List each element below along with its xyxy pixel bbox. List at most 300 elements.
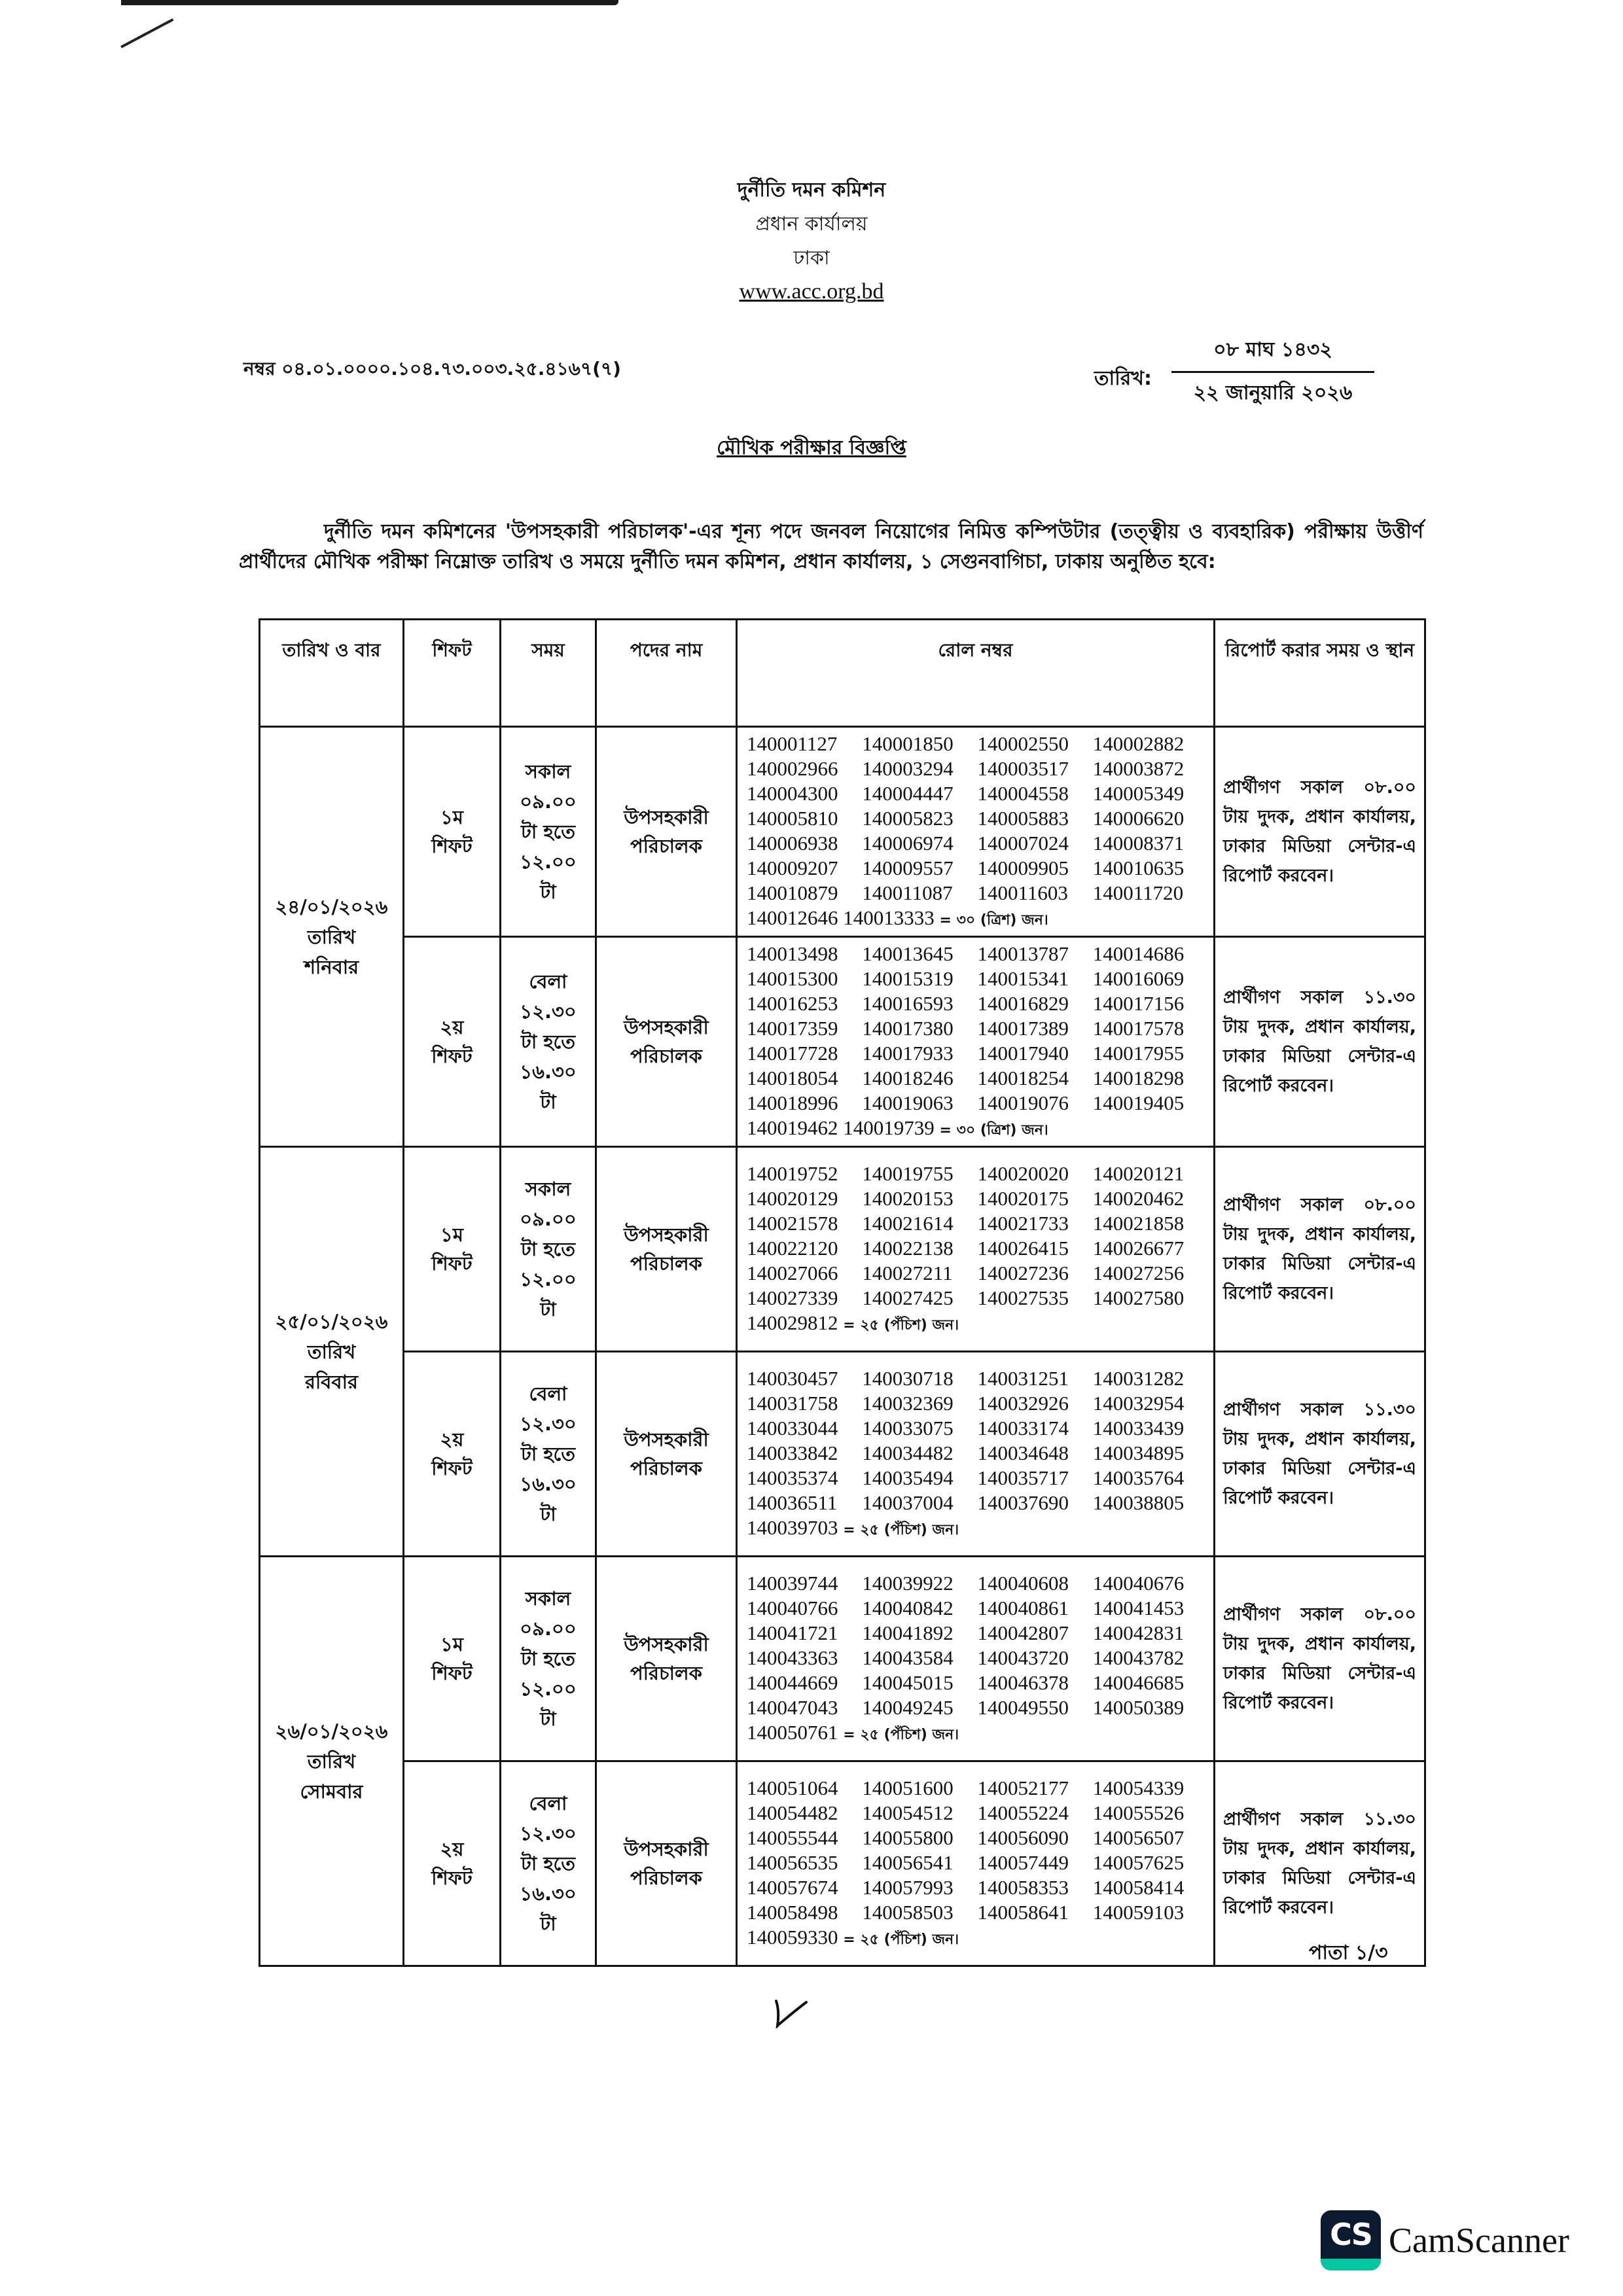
roll-number: 140020153 xyxy=(862,1187,954,1210)
time-line: ০৯.০০ xyxy=(520,1617,577,1640)
time-line: টা xyxy=(540,1298,556,1320)
exam-date: ২৫/০১/২০২৬ xyxy=(275,1310,388,1333)
post-name-line: উপসহকারী xyxy=(624,1224,709,1246)
post-name-line: উপসহকারী xyxy=(624,1016,709,1038)
report-instruction-cell: প্রার্থীগণ সকাল ১১.৩০ টায় দুদক, প্রধান কার্যালয়, ঢাকার মিডিয়া সেন্টার-এ রিপোর্ট করবেন। xyxy=(1215,1761,1425,1966)
date-label: তারিখ: xyxy=(1094,367,1152,390)
roll-grid xyxy=(747,1571,1208,1720)
weekday: সোমবার xyxy=(300,1780,363,1803)
exam-date: ২৪/০১/২০২৬ xyxy=(275,895,388,918)
roll-number: 140056090 xyxy=(977,1826,1069,1849)
notice-subject xyxy=(0,432,1623,465)
candidate-count: = ২৫ (পঁচিশ) জন। xyxy=(843,1522,959,1538)
roll-number: 140054339 xyxy=(1092,1776,1185,1799)
post-name-line: পরিচালক xyxy=(630,835,702,857)
roll-number: 140027256 xyxy=(1092,1262,1185,1284)
roll-number: 140011087 xyxy=(862,881,953,904)
roll-number: 140002882 xyxy=(1092,732,1185,755)
table-header-row xyxy=(260,620,1425,727)
roll-number: 140013645 xyxy=(862,942,954,965)
roll-number: 140014686 xyxy=(1092,942,1185,965)
roll-number: 140043720 xyxy=(977,1646,1069,1669)
roll-grid xyxy=(747,1366,1208,1515)
org-name: দুর্নীতি দমন কমিশন xyxy=(737,179,886,202)
roll-number: 140059103 xyxy=(1092,1901,1185,1924)
roll-number: 140026415 xyxy=(977,1237,1069,1260)
roll-number: 140042831 xyxy=(1092,1621,1185,1644)
roll-grid xyxy=(747,732,1208,906)
time-line: ১২.০০ xyxy=(520,851,577,873)
time-line: বেলা xyxy=(529,1383,567,1405)
pen-stroke-mark xyxy=(120,18,173,48)
roll-number: 140011603 xyxy=(977,881,1068,904)
shift-label: ২য় xyxy=(440,1016,464,1038)
time-line: টা xyxy=(540,1913,556,1935)
shift-cell xyxy=(404,1147,501,1352)
time-cell xyxy=(501,1761,596,1966)
date-weekday-cell xyxy=(260,727,404,1147)
roll-number: 140030718 xyxy=(862,1367,954,1390)
post-name-line: পরিচালক xyxy=(630,1662,702,1684)
roll-number: 140017389 xyxy=(977,1017,1069,1040)
roll-grid xyxy=(747,1161,1208,1311)
roll-number: 140055800 xyxy=(862,1826,954,1849)
post-name-line: পরিচালক xyxy=(630,1867,702,1889)
roll-number: 140045015 xyxy=(862,1671,954,1694)
roll-number: 140005883 xyxy=(977,807,1069,830)
roll-number: 140040676 xyxy=(1092,1572,1185,1595)
roll-number: 140037004 xyxy=(862,1491,954,1514)
candidate-count: = ২৫ (পঁচিশ) জন। xyxy=(843,1932,959,1948)
roll-number: 140040766 xyxy=(747,1597,838,1619)
shift-label: শিফট xyxy=(431,1045,473,1067)
date-suffix: তারিখ xyxy=(307,1340,356,1363)
date-gregorian: ২২ জানুয়ারি ২০২৬ xyxy=(1193,381,1353,404)
roll-number: 140046685 xyxy=(1092,1671,1185,1694)
roll-number: 140018298 xyxy=(1092,1067,1185,1089)
time-line: সকাল xyxy=(525,1587,571,1610)
roll-number: 140058353 xyxy=(977,1876,1069,1899)
roll-number: 140017156 xyxy=(1092,992,1185,1015)
roll-number: 140031251 xyxy=(977,1367,1069,1390)
time-cell xyxy=(501,937,596,1147)
roll-number: 140020121 xyxy=(1092,1162,1185,1185)
roll-number: 140022138 xyxy=(862,1237,954,1260)
time-line: বেলা xyxy=(529,1792,567,1814)
time-cell xyxy=(501,727,596,937)
time-cell xyxy=(501,1147,596,1352)
roll-numbers-cell xyxy=(737,1557,1215,1761)
roll-number: 140041453 xyxy=(1092,1597,1185,1619)
time-line: টা হতে xyxy=(521,1648,575,1670)
roll-number: 140044669 xyxy=(747,1671,838,1694)
roll-number: 140021614 xyxy=(862,1212,954,1235)
roll-number: 140015341 xyxy=(977,967,1069,990)
roll-number: 140020129 xyxy=(747,1187,838,1210)
roll-number: 140027535 xyxy=(977,1286,1069,1309)
roll-number: 140034648 xyxy=(977,1441,1069,1464)
roll-number: 140006938 xyxy=(747,832,838,855)
shift-label: শিফট xyxy=(431,1867,473,1889)
roll-number: 140027211 xyxy=(862,1262,953,1284)
table-row xyxy=(260,1761,1425,1966)
roll-last-line xyxy=(747,1311,1208,1338)
table-body xyxy=(260,727,1425,1966)
time-line: টা হতে xyxy=(521,1443,575,1465)
time-line: ১৬.৩০ xyxy=(520,1882,577,1905)
time-line: ১২.৩০ xyxy=(520,1822,577,1845)
time-line: ১৬.৩০ xyxy=(520,1473,577,1495)
report-instruction-cell: প্রার্থীগণ সকাল ০৮.০০ টায় দুদক, প্রধান কার্যালয়, ঢাকার মিডিয়া সেন্টার-এ রিপোর্ট করবেন। xyxy=(1215,727,1425,937)
time-line: ১২.০০ xyxy=(520,1268,577,1290)
roll-number: 140054482 xyxy=(747,1801,838,1824)
post-name-line: উপসহকারী xyxy=(624,1838,709,1860)
roll-number: 140015300 xyxy=(747,967,838,990)
roll-number: 140032954 xyxy=(1092,1392,1185,1415)
roll-number: 140050389 xyxy=(1092,1696,1185,1719)
roll-number: 140019752 xyxy=(747,1162,838,1185)
viva-schedule-table xyxy=(259,618,1426,1967)
roll-number: 140050761 xyxy=(747,1721,838,1744)
roll-number: 140003517 xyxy=(977,757,1069,780)
header-report: রিপোর্ট করার সময় ও স্থান xyxy=(1215,620,1425,727)
date-weekday-cell xyxy=(260,1557,404,1966)
post-name-cell xyxy=(596,937,737,1147)
roll-number: 140035494 xyxy=(862,1466,954,1489)
roll-number: 140027066 xyxy=(747,1262,838,1284)
roll-number: 140022120 xyxy=(747,1237,838,1260)
roll-number: 140020462 xyxy=(1092,1187,1185,1210)
time-line: টা xyxy=(540,1091,556,1113)
roll-last-line xyxy=(747,1515,1208,1543)
time-cell xyxy=(501,1557,596,1761)
scan-edge-mark xyxy=(121,0,618,5)
roll-number: 140038805 xyxy=(1092,1491,1185,1514)
roll-number: 140034895 xyxy=(1092,1441,1185,1464)
roll-number: 140017578 xyxy=(1092,1017,1185,1040)
roll-number: 140016069 xyxy=(1092,967,1185,990)
post-name-cell xyxy=(596,1352,737,1557)
shift-label: শিফট xyxy=(431,1457,473,1479)
roll-number: 140019462 xyxy=(747,1116,838,1139)
header-time: সময় xyxy=(501,620,596,727)
shift-cell xyxy=(404,1352,501,1557)
roll-number: 140017940 xyxy=(977,1042,1069,1065)
time-line: টা xyxy=(540,1708,556,1730)
roll-number: 140021733 xyxy=(977,1212,1069,1235)
time-line: টা হতে xyxy=(521,821,575,843)
roll-number: 140058641 xyxy=(977,1901,1069,1924)
shift-label: ১ম xyxy=(440,806,463,828)
table-row xyxy=(260,937,1425,1147)
shift-label: ২য় xyxy=(440,1428,464,1451)
header-date: তারিখ ও বার xyxy=(260,620,404,727)
time-line: টা xyxy=(540,881,556,903)
report-instruction-cell: প্রার্থীগণ সকাল ০৮.০০ টায় দুদক, প্রধান কার্যালয়, ঢাকার মিডিয়া সেন্টার-এ রিপোর্ট করবেন। xyxy=(1215,1147,1425,1352)
roll-number: 140026677 xyxy=(1092,1237,1185,1260)
time-line: টা হতে xyxy=(521,1852,575,1875)
table-row xyxy=(260,727,1425,937)
post-name-line: উপসহকারী xyxy=(624,1428,709,1451)
roll-number: 140039744 xyxy=(747,1572,838,1595)
post-name-line: পরিচালক xyxy=(630,1252,702,1275)
date-weekday-cell xyxy=(260,1147,404,1557)
time-line: ১৬.৩০ xyxy=(520,1061,577,1083)
roll-number: 140058503 xyxy=(862,1901,954,1924)
header-post: পদের নাম xyxy=(596,620,737,727)
roll-number: 140057993 xyxy=(862,1876,954,1899)
roll-number: 140003872 xyxy=(1092,757,1185,780)
roll-number: 140006974 xyxy=(862,832,954,855)
roll-number: 140040608 xyxy=(977,1572,1069,1595)
roll-number: 140029812 xyxy=(747,1311,838,1334)
roll-number: 140002550 xyxy=(977,732,1069,755)
roll-number: 140005349 xyxy=(1092,782,1185,805)
report-instruction-cell: প্রার্থীগণ সকাল ১১.৩০ টায় দুদক, প্রধান কার্যালয়, ঢাকার মিডিয়া সেন্টার-এ রিপোর্ট করবেন। xyxy=(1215,1352,1425,1557)
post-name-cell xyxy=(596,1761,737,1966)
roll-number: 140016593 xyxy=(862,992,954,1015)
page-number: পাতা ১/৩ xyxy=(1309,1941,1388,1964)
memo-date xyxy=(1094,334,1374,410)
roll-number: 140039703 xyxy=(747,1516,838,1539)
roll-number: 140001127 xyxy=(747,732,838,755)
roll-number: 140034482 xyxy=(862,1441,954,1464)
roll-number: 140033044 xyxy=(747,1417,838,1439)
post-name-cell xyxy=(596,1557,737,1761)
roll-number: 140020175 xyxy=(977,1187,1069,1210)
roll-number: 140018054 xyxy=(747,1067,838,1089)
roll-number: 140005810 xyxy=(747,807,838,830)
roll-number: 140001850 xyxy=(862,732,954,755)
time-line: বেলা xyxy=(529,970,567,993)
roll-number: 140018246 xyxy=(862,1067,954,1089)
roll-number: 140011720 xyxy=(1092,881,1184,904)
subject-title: মৌখিক পরীক্ষার বিজ্ঞপ্তি xyxy=(717,436,906,459)
roll-number: 140032926 xyxy=(977,1392,1069,1415)
roll-number: 140032369 xyxy=(862,1392,954,1415)
roll-number: 140049245 xyxy=(862,1696,954,1719)
website-link[interactable]: www.acc.org.bd xyxy=(739,279,884,304)
roll-number: 140012646 xyxy=(747,906,838,929)
post-name-line: পরিচালক xyxy=(630,1457,702,1479)
roll-number: 140033842 xyxy=(747,1441,838,1464)
roll-number: 140010879 xyxy=(747,881,838,904)
roll-number: 140031282 xyxy=(1092,1367,1185,1390)
roll-number: 140019063 xyxy=(862,1091,954,1114)
roll-number: 140004558 xyxy=(977,782,1069,805)
roll-number: 140057449 xyxy=(977,1851,1069,1874)
roll-number: 140056535 xyxy=(747,1851,838,1874)
roll-number: 140021578 xyxy=(747,1212,838,1235)
roll-number: 140033075 xyxy=(862,1417,954,1439)
roll-grid xyxy=(747,942,1208,1116)
time-line: ১২.৩০ xyxy=(520,1413,577,1435)
roll-numbers-cell xyxy=(737,727,1215,937)
time-line: সকাল xyxy=(525,1178,571,1200)
initial-signature xyxy=(772,1996,812,2028)
weekday: শনিবার xyxy=(304,955,359,978)
time-line: টা xyxy=(540,1503,556,1525)
roll-number: 140051064 xyxy=(747,1776,838,1799)
date-bangla: ০৮ মাঘ ১৪৩২ xyxy=(1171,334,1374,373)
roll-number: 140017359 xyxy=(747,1017,838,1040)
roll-number: 140054512 xyxy=(862,1801,954,1824)
intro-paragraph: দুর্নীতি দমন কমিশনের 'উপসহকারী পরিচালক'-এর শূন্য পদে জনবল নিয়োগের নিমিত্ত কম্পিউটার (তত্ত্বীয় ও ব্যবহারিক) পরীক্ষায় উত্তীর্ণ প্রার্থীদের মৌখিক পরীক্ষা নিম্নোক্ত তারিখ ও সময়ে দুর্নীতি দমন কমিশন, প্রধান কার্যালয়, ১ সেগুনবাগিচা, ঢাকায় অনুষ্ঠিত হবে: xyxy=(239,520,1423,573)
candidate-count: = ২৫ (পঁচিশ) জন। xyxy=(843,1317,959,1333)
roll-number: 140019755 xyxy=(862,1162,954,1185)
table-row xyxy=(260,1147,1425,1352)
roll-number: 140027580 xyxy=(1092,1286,1185,1309)
shift-cell xyxy=(404,1761,501,1966)
date-suffix: তারিখ xyxy=(307,925,356,948)
time-cell xyxy=(501,1352,596,1557)
roll-last-line xyxy=(747,1720,1208,1748)
shift-cell xyxy=(404,727,501,937)
candidate-count: = ৩০ (ত্রিশ) জন। xyxy=(939,1122,1048,1139)
roll-numbers-cell xyxy=(737,1352,1215,1557)
roll-number: 140027425 xyxy=(862,1286,954,1309)
post-name-line: উপসহকারী xyxy=(624,1633,709,1655)
roll-number: 140007024 xyxy=(977,832,1069,855)
roll-number: 140043782 xyxy=(1092,1646,1185,1669)
roll-number: 140035717 xyxy=(977,1466,1069,1489)
roll-numbers-cell xyxy=(737,937,1215,1147)
roll-number: 140058414 xyxy=(1092,1876,1185,1899)
time-line: ০৯.০০ xyxy=(520,790,577,813)
time-line: ১২.০০ xyxy=(520,1678,577,1700)
roll-number: 140019076 xyxy=(977,1091,1069,1114)
roll-number: 140042807 xyxy=(977,1621,1069,1644)
roll-number: 140041721 xyxy=(747,1621,838,1644)
time-line: টা হতে xyxy=(521,1031,575,1053)
roll-number: 140043584 xyxy=(862,1646,954,1669)
roll-number: 140056541 xyxy=(862,1851,954,1874)
roll-number: 140052177 xyxy=(977,1776,1069,1799)
roll-grid xyxy=(747,1776,1208,1925)
memo-number: নম্বর ০৪.০১.০০০০.১০৪.৭৩.০০৩.২৫.৪১৬৭(৭) xyxy=(243,358,621,380)
roll-number: 140047043 xyxy=(747,1696,838,1719)
roll-number: 140035374 xyxy=(747,1466,838,1489)
roll-number: 140017380 xyxy=(862,1017,954,1040)
roll-number: 140019405 xyxy=(1092,1091,1185,1114)
camscanner-watermark xyxy=(1321,2210,1569,2270)
roll-number: 140040842 xyxy=(862,1597,954,1619)
roll-number: 140013333 xyxy=(843,906,935,929)
roll-number: 140019739 xyxy=(843,1116,935,1139)
roll-number: 140010635 xyxy=(1092,857,1185,879)
roll-number: 140017955 xyxy=(1092,1042,1185,1065)
roll-number: 140009207 xyxy=(747,857,838,879)
roll-number: 140018996 xyxy=(747,1091,838,1114)
office-name: প্রধান কার্যালয় xyxy=(755,213,868,236)
time-line: ০৯.০০ xyxy=(520,1208,577,1230)
roll-last-line xyxy=(747,906,1208,933)
roll-number: 140015319 xyxy=(862,967,954,990)
roll-number: 140021858 xyxy=(1092,1212,1185,1235)
roll-number: 140004300 xyxy=(747,782,838,805)
shift-label: শিফট xyxy=(431,835,473,857)
post-name-line: পরিচালক xyxy=(630,1045,702,1067)
post-name-line: উপসহকারী xyxy=(624,806,709,828)
roll-last-line xyxy=(747,1116,1208,1143)
shift-label: শিফট xyxy=(431,1662,473,1684)
roll-number: 140055526 xyxy=(1092,1801,1185,1824)
roll-number: 140033439 xyxy=(1092,1417,1185,1439)
roll-number: 140009905 xyxy=(977,857,1069,879)
roll-number: 140027339 xyxy=(747,1286,838,1309)
roll-number: 140016829 xyxy=(977,992,1069,1015)
post-name-cell xyxy=(596,727,737,937)
date-suffix: তারিখ xyxy=(307,1750,356,1773)
roll-number: 140017933 xyxy=(862,1042,954,1065)
roll-number: 140036511 xyxy=(747,1491,838,1514)
roll-number: 140057674 xyxy=(747,1876,838,1899)
exam-date: ২৬/০১/২০২৬ xyxy=(275,1720,388,1742)
post-name-cell xyxy=(596,1147,737,1352)
shift-label: ২য় xyxy=(440,1838,464,1860)
roll-number: 140006620 xyxy=(1092,807,1185,830)
roll-last-line xyxy=(747,1925,1208,1952)
roll-number: 140033174 xyxy=(977,1417,1069,1439)
roll-number: 140018254 xyxy=(977,1067,1069,1089)
roll-numbers-cell xyxy=(737,1147,1215,1352)
roll-number: 140037690 xyxy=(977,1491,1069,1514)
shift-label: শিফট xyxy=(431,1252,473,1275)
roll-number: 140004447 xyxy=(862,782,954,805)
roll-number: 140017728 xyxy=(747,1042,838,1065)
roll-number: 140051600 xyxy=(862,1776,954,1799)
header-roll: রোল নম্বর xyxy=(737,620,1215,727)
roll-number: 140002966 xyxy=(747,757,838,780)
roll-number: 140049550 xyxy=(977,1696,1069,1719)
roll-number: 140057625 xyxy=(1092,1851,1185,1874)
roll-number: 140005823 xyxy=(862,807,954,830)
time-line: টা হতে xyxy=(521,1238,575,1260)
camscanner-logo-icon: CS xyxy=(1321,2210,1381,2270)
date-values xyxy=(1171,334,1374,410)
candidate-count: = ২৫ (পঁচিশ) জন। xyxy=(843,1727,959,1743)
roll-number: 140027236 xyxy=(977,1262,1069,1284)
roll-number: 140043363 xyxy=(747,1646,838,1669)
roll-number: 140058498 xyxy=(747,1901,838,1924)
roll-number: 140009557 xyxy=(862,857,954,879)
roll-number: 140046378 xyxy=(977,1671,1069,1694)
candidate-count: = ৩০ (ত্রিশ) জন। xyxy=(939,912,1048,928)
table-row xyxy=(260,1557,1425,1761)
weekday: রবিবার xyxy=(305,1370,358,1393)
roll-number: 140003294 xyxy=(862,757,954,780)
camscanner-text: CamScanner xyxy=(1389,2221,1569,2260)
roll-number: 140013787 xyxy=(977,942,1069,965)
report-instruction-cell: প্রার্থীগণ সকাল ১১.৩০ টায় দুদক, প্রধান কার্যালয়, ঢাকার মিডিয়া সেন্টার-এ রিপোর্ট করবেন। xyxy=(1215,937,1425,1147)
letterhead xyxy=(0,173,1623,308)
roll-number: 140055544 xyxy=(747,1826,838,1849)
time-line: সকাল xyxy=(525,760,571,783)
shift-cell xyxy=(404,1557,501,1761)
city-name: ঢাকা xyxy=(793,247,830,270)
roll-number: 140055224 xyxy=(977,1801,1069,1824)
roll-number: 140040861 xyxy=(977,1597,1069,1619)
roll-number: 140039922 xyxy=(862,1572,954,1595)
roll-number: 140056507 xyxy=(1092,1826,1185,1849)
table-row xyxy=(260,1352,1425,1557)
shift-label: ১ম xyxy=(440,1633,463,1655)
roll-number: 140030457 xyxy=(747,1367,838,1390)
roll-numbers-cell xyxy=(737,1761,1215,1966)
roll-number: 140035764 xyxy=(1092,1466,1185,1489)
roll-number: 140013498 xyxy=(747,942,838,965)
roll-number: 140041892 xyxy=(862,1621,954,1644)
